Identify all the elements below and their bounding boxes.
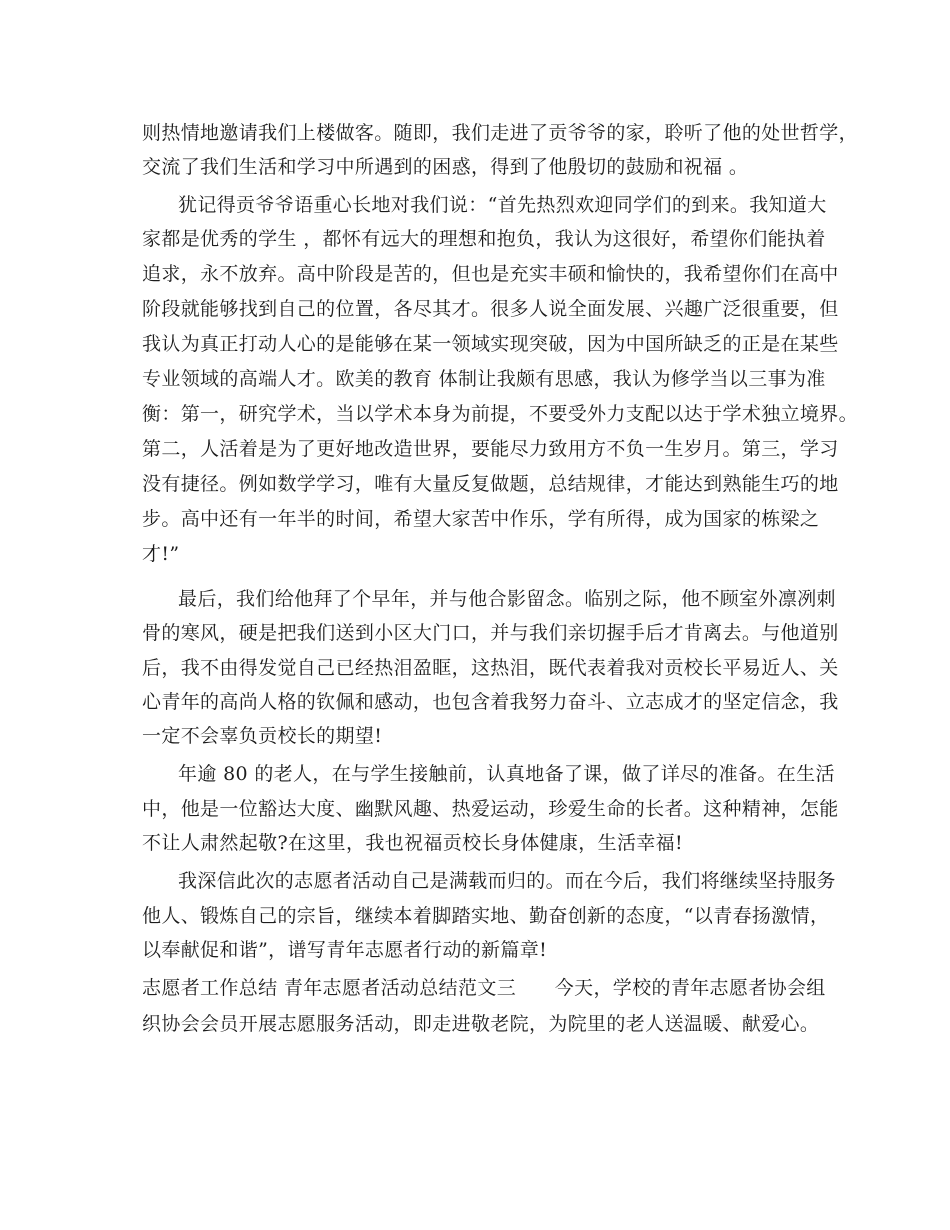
text-line-20: 中，他是一位豁达大度、幽默风趣、热爱运动，珍爱生命的长者。这种精神，怎能 [142, 798, 839, 820]
text-line-4: 家都是优秀的学生 ，都怀有远大的理想和抱负，我认为这很好，希望你们能执着 [142, 228, 826, 250]
text-line-7: 我认为真正打动人心的是能够在某一领域实现突破，因为中国所缺乏的正是在某些 [142, 333, 839, 355]
text-line-26: 织协会会员开展志愿服务活动，即走进敬老院，为院里的老人送温暖、献爱心。 [142, 1013, 820, 1035]
text-line-13: 才!” [142, 543, 180, 565]
text-line-9: 衡：第一，研究学术，当以学术本身为前提，不要受外力支配以达于学术独立境界。 [142, 403, 858, 425]
text-line-19: 年逾 80 的老人，在与学生接触前，认真地备了课，做了详尽的准备。在生活 [178, 763, 835, 785]
text-line-3: 犹记得贡爷爷语重心长地对我们说：“首先热烈欢迎同学们的到来。我知道大 [178, 194, 827, 216]
text-line-12: 步。高中还有一年半的时间，希望大家苦中作乐，学有所得，成为国家的栋梁之 [142, 508, 820, 530]
text-line-16: 后，我不由得发觉自己已经热泪盈眶，这热泪，既代表着我对贡校长平易近人、关 [142, 657, 839, 679]
text-line-11: 没有捷径。例如数学学习，唯有大量反复做题，总结规律，才能达到熟能生巧的地 [142, 473, 839, 495]
text-line-14: 最后，我们给他拜了个早年，并与他合影留念。临别之际，他不顾室外凛冽刺 [178, 588, 836, 610]
text-line-1: 则热情地邀请我们上楼做客。随即，我们走进了贡爷爷的家，聆听了他的处世哲学， [142, 122, 858, 144]
text-line-22: 我深信此次的志愿者活动自己是满载而归的。而在今后，我们将继续坚持服务 [178, 870, 836, 892]
text-line-21: 不让人肃然起敬?在这里，我也祝福贡校长身体健康，生活幸福! [142, 832, 683, 854]
text-line-18: 一定不会辜负贡校长的期望! [142, 725, 383, 747]
text-line-5: 追求，永不放弃。高中阶段是苦的，但也是充实丰硕和愉快的，我希望你们在高中 [142, 263, 839, 285]
text-line-23: 他人、锻炼自己的宗旨，继续本着脚踏实地、勤奋创新的态度，“以青春扬激情， [142, 905, 830, 927]
text-line-6: 阶段就能够找到自己的位置，各尽其才。很多人说全面发展、兴趣广泛很重要，但 [142, 298, 839, 320]
text-line-24: 以奉献促和谐”，谱写青年志愿者行动的新篇章! [142, 939, 548, 961]
text-line-25: 志愿者工作总结 青年志愿者活动总结范文三 今天，学校的青年志愿者协会组 [142, 977, 826, 999]
text-line-17: 心青年的高尚人格的钦佩和感动，也包含着我努力奋斗、立志成才的坚定信念，我 [142, 691, 839, 713]
text-line-15: 骨的寒风，硬是把我们送到小区大门口，并与我们亲切握手后才肯离去。与他道别 [142, 622, 839, 644]
text-line-2: 交流了我们生活和学习中所遇到的困惑，得到了他殷切的鼓励和祝福 。 [142, 156, 749, 178]
text-line-10: 第二，人活着是为了更好地改造世界，要能尽力致用方不负一生岁月。第三，学习 [142, 438, 839, 460]
text-line-8: 专业领域的高端人才。欧美的教育 体制让我颇有思感，我认为修学当以三事为准 [142, 368, 826, 390]
